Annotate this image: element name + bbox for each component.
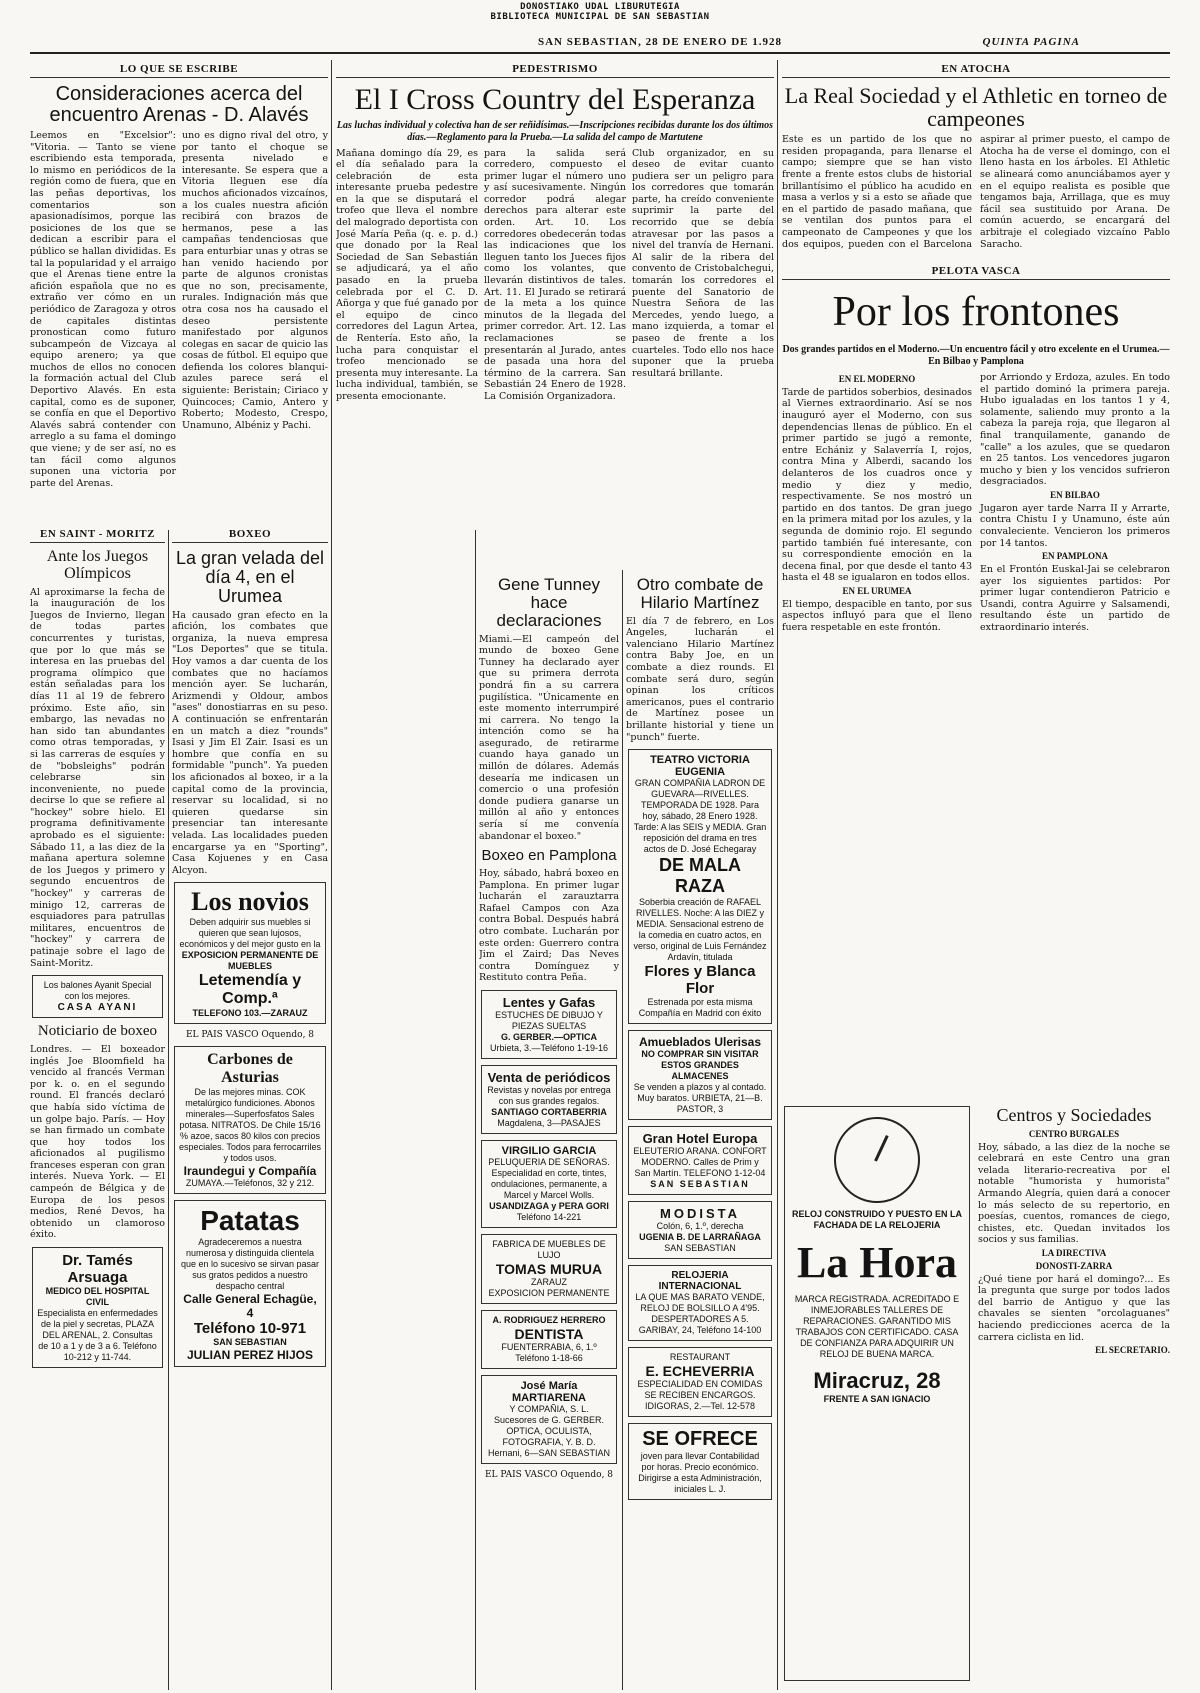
ad-text: Y COMPAÑIA, S. L. (509, 1403, 589, 1414)
article-body: El día 7 de febrero, en Los Angeles, lucharán el valenciano Hilario Martínez contra Baby Joe, en un combate a diez rounds. El combate será duro, según opinan los críticos americanos, pues el contrario de Martínez posee un brillante historial y tiene un "punch" fuerte. (626, 615, 774, 743)
ad-title: Los novios (191, 887, 309, 917)
article-arenas-alaves (30, 60, 328, 520)
ad-dentista (481, 1310, 617, 1369)
section-label: PELOTA VASCA (782, 262, 1170, 280)
ad-title: Amueblados Ulerisas (638, 1035, 762, 1050)
ad-name: SANTIAGO CORTABERRIA (491, 1106, 607, 1117)
ad-carbones (174, 1046, 326, 1194)
ad-title: VIRGILIO GARCIA (501, 1144, 597, 1157)
article-body: Miami.—El campeón del mundo de boxeo Gene Tunney ha declarado ayer que su primera derrota pondrá fin a su carrera pugilística. "Únicamente en este momento interrumpiré mi carrera. No tengo la intención como se ha asegurado, de retirarme cuando haya ganado un millón de dólares. Además desearía me indicasen un comercio o una profesión donde pudiera ganarse un millón al año y entonces sería sí me convenía abandonar el boxeo." (479, 633, 619, 842)
ad-periodicos (481, 1065, 617, 1134)
article-title: El I Cross Country del Esperanza (354, 83, 756, 116)
ad-title: TEATRO VICTORIA EUGENIA (650, 754, 750, 779)
ad-city: ZARAUZ (531, 1276, 567, 1287)
ad-text: LA QUE MAS BARATO VENDE, RELOJ DE BOLSILLO A 4'95. DESPERTADORES A 5. GARIBAY, 24, Teléfono 14-100 (635, 1292, 765, 1336)
ad-phone: Teléfono 10-971 (193, 1320, 307, 1338)
subhead: EN BILBAO (1050, 490, 1100, 501)
column-divider (168, 530, 169, 1690)
article-title: Otro combate de Hilario Martínez (636, 575, 764, 612)
ad-title: Carbones de Asturias (207, 1051, 293, 1087)
article-body: Leemos en "Excelsior": "Vitoria. — Tanto se viene escribiendo esta temporada, lo mismo en periódicos de la región como de fuera, que en las peñas deportivas, los comentarios son apasionadísimos, porque las posiciones de los que se dedican a escribir para el público se hallan divididas. Es tal la popularidad y el arraigo que el Arenas tiene entre la afición española que no es extraño ver cómo en un periódico de Zaragoza y otros de capitales distintas pronostican como futuro subcampeón de Vizcaya al equipo arenero; ya que muchos de ellos no conocen la formación actual del Club Deportivo Alavés. En esta capital, como es de suponer, se confía en que el Deportivo Alavés sabrá contender con arreglo a su fama el domingo que viene; y de ser así, no es tan fácil como algunos suponen una victoria por parte del Arenas. (30, 130, 176, 489)
ad-city: SAN SEBASTIAN (213, 1337, 287, 1348)
ad-text: Los balones Ayanit Special con los mejores. (43, 980, 152, 1002)
article-gene-tunney (479, 570, 619, 1690)
article-body: Hoy, sábado, a las diez de la noche se celebrará en este Centro una gran velada literario-recreativa por el notable "humorista y humorista" Armando Alegría, quien dará a conocer lo más selecto de su repertorio, en poesías, cuentos, romances de ciego, chistes, etc. Quedan invitados los socios y sus familias. (978, 1141, 1170, 1246)
column-divider (777, 60, 778, 1690)
ad-text: Deben adquirir sus muebles si quieren que sean lujosos, económicos y del mejor gusto en la (179, 917, 321, 950)
ad-name: E. ECHEVERRIA (645, 1363, 755, 1380)
ad-text: De las mejores minas. COK metalúrgico fundiciones. Abonos minerales—Superfosfatos Sales potasa. NITRATOS. De Chile 15/16 % azoe, sacos 80 kilos con precios especiales. Todos para ferrocarriles y todos usos. (179, 1087, 321, 1164)
ad-name: A. RODRIGUEZ HERRERO (492, 1314, 606, 1325)
article-body-continued: Club organizador, en su deseo de evitar cuanto pudiera ser un peligro para los corredores que tomarán parte, ha creído conveniente suprimir la parte del recorrido que se debía atravesar por las pasos a nivel del tranvía de Hernani. Al salir de la ribera del convento de Cristobalchegui, tomarán los corredores el puente del Sanatorio de Nuestra Señora de las Mercedes, yendo luego, a mano izquierda, a tomar el paseo de frente a los cuarteles. Todo ello nos hace suponer que la prueba resultará brillante. (632, 147, 774, 379)
ad-address: Se venden a plazos y al contado. Muy baratos. URBIETA, 21—B. PASTOR, 3 (633, 1082, 767, 1115)
article-subtitle: Dos grandes partidos en el Moderno.—Un encuentro fácil y otro excelente en el Urumea.—En Bilbao y Pamplona (782, 344, 1170, 368)
ad-text: ESPECIALIDAD EN COMIDAS SE RECIBEN ENCARGOS. IDIGORAS, 2.—Tel. 12-578 (637, 1379, 763, 1412)
ad-relojeria (628, 1265, 772, 1341)
article-body: En el Frontón Euskal-Jai se celebraron ayer los siguientes partidos: Por primer lugar contendieron Patricio e Usandi, contra Aguirre y Salsamendi, resultando éste un partido de extraordinario interés. (980, 564, 1170, 633)
ad-text: MEDICO DEL HOSPITAL CIVIL (45, 1286, 150, 1308)
article-title: Gene Tunney hace declaraciones (496, 575, 602, 630)
ad-title: MODISTA (660, 1206, 740, 1222)
article-body-continued: uno es digno rival del otro, y por tanto el choque se presenta nivelado e interesante. Se espera que a Vitoria lleguen ese día muchos aficionados vizcaínos, a los cuales nuestra afición recibirá con brazos de hermanos, pese a las campañas tendenciosas que para enturbiar unas y otras se han venido haciendo por parte de algunos cronistas que no son, precisamente, rurales. Indignación más que otra cosa nos ha causado el deseo persistente manifestado por algunos colegas en sacar de quicio las cosas de fútbol. El equipo que defienda los colores blanqui-azules parece será el siguiente: Beristain; Ciriaco y Quincoces; Camio, Antero y Roberto; Modesto, Crespo, Unamuno, Albéniz y Pachi. (182, 130, 328, 431)
article-body: Ha causado gran efecto en la afición, los combates que organiza, la nueva empresa "Los Deportes" que se titula. Hoy vamos a dar cuenta de los combates que no hacíamos mención ayer. Se lucharán, Arizmendi y Oldour, ambos "ases" donostiarras en su peso. A continuación se enfrentarán en un match a diez "rounds" Isasi y Jim El Zair. Isasi es un hombre que confía en su formidable "punch". Ya pueden los aficionados al boxeo, ir a la capital como de la provincia, reservar su localidad, si no quieren quedarse sin presenciar tan interesante velada. Las localidades pueden encargarse ya en "Sporting", Casa Kojuenes y en Casa Alcyon. (172, 609, 328, 876)
article-body: Hoy, sábado, habrá boxeo en Pamplona. En primer lugar lucharán el zarauztarra Rafael Campos con Aza contra Bobal. Después habrá otro combate. Lucharán por este orden: Guerrero contra Jim el Zaird; Das Neves contra Domínguez y Restituto contra Peña. (479, 867, 619, 984)
signature: EL SECRETARIO. (1095, 1345, 1170, 1356)
ad-name: DE MALA RAZA (659, 855, 741, 897)
article-body: Londres. — El boxeador inglés Joe Bloomfield ha vencido al francés Verman por k. o. en el segundo round. El francés declaró que había sido víctima de un golpe bajo. París. — Hoy se han firmado un combate que hoy todos los aficionados al pugilismo franceses esperan con gran interés. Nueva York. — El campeón de Bélgica y de Europa de los pesos medios, René Devos, ha obtenido un clamoroso éxito. (30, 1043, 165, 1241)
ad-phone: Teléfono 1-18-66 (515, 1352, 583, 1363)
ad-text: MARCA REGISTRADA. ACREDITADO E INMEJORABLES TALLERES DE REPARACIONES. GARANTIDO MIS TRABAJOS CON CERTIFICADO. CASA DE CONFIANZA PARA ADQUIRIR UN RELOJ DE BUENA MARCA. (794, 1294, 960, 1359)
subhead: DONOSTI-ZARRA (1035, 1260, 1113, 1271)
ad-phone: ZUMAYA.—Teléfonos, 32 y 212. (185, 1178, 315, 1189)
article-real-sociedad-athletic (782, 60, 1170, 260)
section-label: PEDESTRISMO (336, 60, 774, 78)
ad-name: TOMAS MURUA (495, 1260, 603, 1277)
ad-address: Miracruz, 28 (813, 1368, 941, 1393)
article-body-continued: para la salida será corredero, compuesto el primer lugar el número uno y así sucesivamente. Ningún corredor podrá alegar derechos para alterar este orden. Art. 10. Los corredores obedecerán todas las indicaciones que los lleguen tanto los Jueces fijos como los volantes, que llevarán distintivos de tales. Art. 11. El Jurado se retirará de la meta a los quince minutos de la llegada del primer corredor. Art. 12. Las reclamaciones se presentarán al Jurado, antes de pasada una hora del término de la carrera. San Sebastián 24 Enero de 1928. La Comisión Organizadora. (484, 147, 626, 402)
ad-text: Colón, 6, 1.º, derecha (656, 1221, 744, 1232)
ad-virgilio (481, 1140, 617, 1228)
ad-text: PELUQUERIA DE SEÑORAS. Especialidad en corte, tintes, ondulaciones, permanente, a Marcel y Marcel Wolls. (488, 1156, 610, 1200)
ad-text: Sucesores de G. GERBER. OPTICA, OCULISTA, FOTOGRAFIA, Y. B. D. (493, 1414, 605, 1447)
ad-text: EXPOSICION PERMANENTE DE MUEBLES (181, 950, 319, 972)
article-title: Por los frontones (832, 289, 1120, 335)
ad-gran-hotel (628, 1126, 772, 1195)
ad-address: FRENTE A SAN IGNACIO (823, 1394, 931, 1404)
ad-text: joven para llevar Contabilidad por horas. Precio económico. Dirigirse a esta Administración, iniciales L. J. (638, 1451, 762, 1495)
ad-title: Gran Hotel Europa (642, 1131, 758, 1147)
subhead: EN PAMPLONA (1041, 551, 1109, 562)
subhead: EN EL MODERNO (838, 374, 916, 385)
article-title: Noticiario de boxeo (37, 1023, 158, 1040)
ad-title: Flores y Blanca Flor (644, 963, 756, 998)
page-label: QUINTA PAGINA (982, 36, 1080, 48)
ad-lentes (481, 990, 617, 1059)
ad-martiarena (481, 1375, 617, 1464)
ad-name: JULIAN PEREZ HIJOS (186, 1348, 314, 1363)
column-divider (331, 60, 332, 1690)
article-body: ¿Qué tiene por hará el domingo?... Es la pregunta que surge por todos lados del barrio de Antiguo y que las chavales se sienten "orcolaguanes" haciendo predicciones acerca de la carrera ciclista en lid. (978, 1273, 1170, 1343)
ad-name: Letemendía y Comp.ª (198, 972, 302, 1008)
subhead: EN EL URUMEA (842, 585, 912, 596)
ad-title: FABRICA DE MUEBLES DE LUJO (492, 1238, 606, 1260)
article-title: Consideraciones acerca del encuentro Arenas - D. Alavés (49, 83, 309, 126)
article-body: Jugaron ayer tarde Narra II y Arrarte, contra Chistu I y Unamuno, éste aún convaleciente. Vencieron los primeros por 14 tantos. (980, 502, 1170, 549)
article-body: por Arriondo y Erdoza, azules. En todo el partido dominó la primera pareja. Hubo igualadas en los tantos 1 y 4, solamente, saliendo muy pronto a la cabeza la pareja roja, que llegaron al final tranquilamente, ganando de "calle" a los azules, que se quedaron en 25 tantos. Los vencedores jugaron mucho y bien y los vencidos sufrieron desgraciados. (980, 372, 1170, 488)
article-body: Tarde de partidos soberbios, desinados al Viernes extraordinario. Así se nos inauguró ayer el Moderno, con sus dependencias llenas de público. En el primer partido se jugó a remonte, entre Echániz y Salaverría I, rojos, contra Mina y Alberdi, sacando los delanteros de los cuadros once y medio y diez y medio, respectivamente. Se nos mostró un partido en dos tantos. De gran juego en la primera mitad por los azules, y la segunda de dominio rojo. El segundo partido también fué interesante, con su correspondiente emoción en la decena final, por que desde el tanto 43 hasta el 48 se igualaron en todos ellos. (782, 386, 972, 584)
ad-title: SE OFRECE (642, 1428, 758, 1451)
ad-text: RELOJ CONSTRUIDO Y PUESTO EN LA FACHADA DE LA RELOJERIA (791, 1209, 963, 1230)
article-hilario-martinez (626, 570, 774, 1690)
ad-teatro (628, 749, 772, 1024)
ad-address: USANDIZAGA y PERA GORI (489, 1200, 609, 1211)
clock-icon (834, 1117, 920, 1203)
ad-text: Especialista en enfermedades de la piel y secretas, PLAZA DEL ARENAL, 2. Consultas de 10 a 1 y de 3 a 6. Teléfono 10-212 y 11-744. (37, 1308, 158, 1363)
ad-phone: Urbieta, 3.—Teléfono 1-19-16 (489, 1042, 609, 1053)
article-body: Este es un partido de los que no residen propaganda, para llenarse el campo; siempre que se han visto frente a frente estos clubs de historial brillantísimo el público ha acudido en masa a verlos y si a esto se añade que en el partido de pasado mañana, que se ventilan dos puntos para el campeonato de Campeones y que los dos equipos, pueden con el Barcelona aspirar al primer puesto, el campo de Atocha ha de verse el domingo, con el lleno hasta en los árboles. El Athletic se alineará como anunciábamos ayer y en el equipo realista es posible que tengamos baja, Arrillaga, que es muy fácil sea sustituido por Arana. De común acuerdo, se encargará del arbitraje el colegiado vizcaíno Pablo Saracho. (782, 134, 1170, 250)
ad-tomas-murua (481, 1234, 617, 1304)
subhead: LA DIRECTIVA (1041, 1248, 1107, 1259)
article-title: Boxeo en Pamplona (481, 847, 617, 865)
library-line-1: DONOSTIAKO UDAL LIBURUTEGIA (520, 2, 680, 12)
article-title: Ante los Juegos Olímpicos (46, 548, 149, 582)
ad-name: CASA AYANI (57, 1002, 138, 1014)
ad-text: Soberbia creación de RAFAEL RIVELLES. Noche: A las DIEZ y MEDIA. Sensacional estreno de la comedia en cuatro actos, en verso, original de Luis Fernández Ardavín, titulada (633, 897, 767, 963)
ad-title: Lentes y Gafas (502, 994, 596, 1010)
article-title: La Real Sociedad y el Athletic en torneo de campeones (784, 83, 1168, 132)
ad-text: EXPOSICION PERMANENTE (488, 1287, 610, 1298)
ad-name: G. GERBER.—OPTICA (500, 1031, 597, 1042)
ad-text: NO COMPRAR SIN VISITAR ESTOS GRANDES ALMACENES (641, 1049, 759, 1082)
section-label: EN ATOCHA (782, 60, 1170, 78)
ad-title: RELOJERIA INTERNACIONAL (658, 1270, 742, 1293)
ad-title: Venta de periódicos (487, 1069, 611, 1085)
ad-se-ofrece (628, 1423, 772, 1500)
ad-city: SAN SEBASTIAN (650, 1179, 750, 1190)
ad-text: ELEUTERIO ARANA. CONFORT MODERNO. Calles de Prim y San Martín. TELEFONO 1-12-04 (633, 1146, 767, 1179)
ad-letemendia (174, 882, 326, 1024)
ad-restaurant (628, 1347, 772, 1417)
article-saint-moritz (30, 525, 165, 1690)
ad-address: Calle General Echagüe, 4 (183, 1292, 317, 1321)
article-body: Al aproximarse la fecha de la inauguración de los Juegos de Invierno, llegan de todas partes concurrentes y turistas, que por lo que más se interesa en las pruebas del programa olímpico que están señaladas para los días 11 al 19 de febrero próximo. Este año, sin embargo, las nevadas no han sido tan abundantes como otras temporadas, y si las carreras de esquíes y de "bobsleighs" podrán celebrarse sin inconveniente, no puede decirse lo que se refiere al "hockey" sobre hielo. El programa definitivamente aprobado es el siguiente: Sábado 11, a las diez de la mañana apertura solemne de los Juegos y primero y segundo encuentros de "hockey" y carreras de minigo 12, carreras de esquiadores para patrullas militares, encuentros de "hockey" y carrera de patinaje sobre el lago de Saint-Moritz. (30, 586, 165, 969)
ad-address: FUENTERRABIA, 6, 1.º (501, 1341, 597, 1352)
column-divider (622, 570, 623, 1690)
ad-dr-tames (32, 1247, 163, 1368)
ad-amueblados (628, 1030, 772, 1120)
article-title: Centros y Sociedades (996, 1105, 1152, 1125)
ad-title: RESTAURANT (669, 1352, 731, 1363)
ad-name: UGENIA B. DE LARRAÑAGA (639, 1232, 761, 1243)
ad-address: Hernani, 6—SAN SEBASTIAN (487, 1447, 611, 1458)
article-body: Mañana domingo día 29, es el día señalado para la celebración de esta interesante prueba pedestre en la que se disputará el trofeo que lleva el nombre del malogrado deportista con José María Peña (q. e. p. d.) que donado por la Real Sociedad de San Sebastián se adjudicará, ya el año pasado en la prueba celebrada por el C. D. Añorga y que fué ganado por el equipo de cinco corredores del Lagun Artea, de Rentería. Esto año, la lucha para conquistar el trofeo mencionado se presenta muy interesante. La lucha individual, también, se presenta emocionante. (336, 147, 478, 402)
article-cross-country (336, 60, 774, 630)
ad-text: ESTUCHES DE DIBUJO Y PIEZAS SUELTAS (495, 1009, 603, 1031)
article-centros-sociedades (978, 1100, 1170, 1690)
ad-la-hora (782, 1100, 972, 1690)
article-frontones (782, 262, 1170, 1092)
ad-title: La Hora (796, 1238, 958, 1287)
ad-text: GRAN COMPAÑIA LADRON DE GUEVARA—RIVELLES. TEMPORADA DE 1928. Para hoy, sábado, 28 Enero 1928. Tarde: A las SEIS y MEDIA. Gran reposición del drama en tres actos de D. José Echegaray (633, 778, 767, 855)
ad-text: Agradeceremos a nuestra numerosa y distinguida clientela que en lo sucesivo se sirvan pasar sus gratos pedidos a nuestro despacho central (180, 1237, 320, 1292)
top-rule (30, 52, 1170, 54)
ad-address: Magdalena, 3—PASAJES (497, 1117, 601, 1128)
ad-title: Patatas (200, 1205, 300, 1237)
masthead (0, 0, 1200, 56)
article-title: La gran velada del día 4, en el Urumea (175, 548, 325, 606)
ad-title: DENTISTA (514, 1325, 584, 1342)
dateline: SAN SEBASTIAN, 28 DE ENERO DE 1.928 (537, 36, 783, 48)
ad-casa-ayani (32, 975, 163, 1018)
ad-city: SAN SEBASTIAN (664, 1243, 736, 1254)
ad-patatas (174, 1200, 326, 1367)
ad-text: EL PAIS VASCO Oquendo, 8 (484, 1469, 614, 1480)
library-watermark (0, 2, 1200, 22)
article-subtitle: Las luchas individual y colectiva han de ser reñidísimas.—Inscripciones recibidas durante los dos últimos días.—Reglamento para la Prueba.—La salida del campo de Martutene (336, 119, 774, 143)
ad-text: EL PAIS VASCO Oquendo, 8 (185, 1030, 315, 1041)
article-boxeo (172, 525, 328, 1690)
article-body: El tiempo, despacible en tanto, por sus aspectos influyó para que el lleno fuera respetable en este frontón. (782, 598, 972, 633)
ad-name: Dr. Tamés Arsuaga (62, 1252, 133, 1287)
ad-name: José María MARTIARENA (512, 1379, 586, 1404)
ad-phone: TELEFONO 103.—ZARAUZ (192, 1008, 308, 1019)
library-line-2: BIBLIOTECA MUNICIPAL DE SAN SEBASTIAN (490, 12, 710, 22)
section-label: LO QUE SE ESCRIBE (30, 60, 328, 78)
ad-modista (628, 1201, 772, 1259)
subhead: CENTRO BURGALES (1028, 1128, 1120, 1139)
ad-text: Estrenada por esta misma Compañía en Madrid con éxito (638, 997, 762, 1019)
ad-text: Revistas y novelas por entrega con sus grandes regalos. (487, 1084, 611, 1106)
section-label: BOXEO (172, 525, 328, 543)
ad-name: Iraundegui y Compañía (183, 1164, 317, 1179)
column-divider (475, 530, 476, 1690)
ad-phone: Teléfono 14-221 (516, 1211, 582, 1222)
section-label: EN SAINT - MORITZ (30, 525, 165, 543)
